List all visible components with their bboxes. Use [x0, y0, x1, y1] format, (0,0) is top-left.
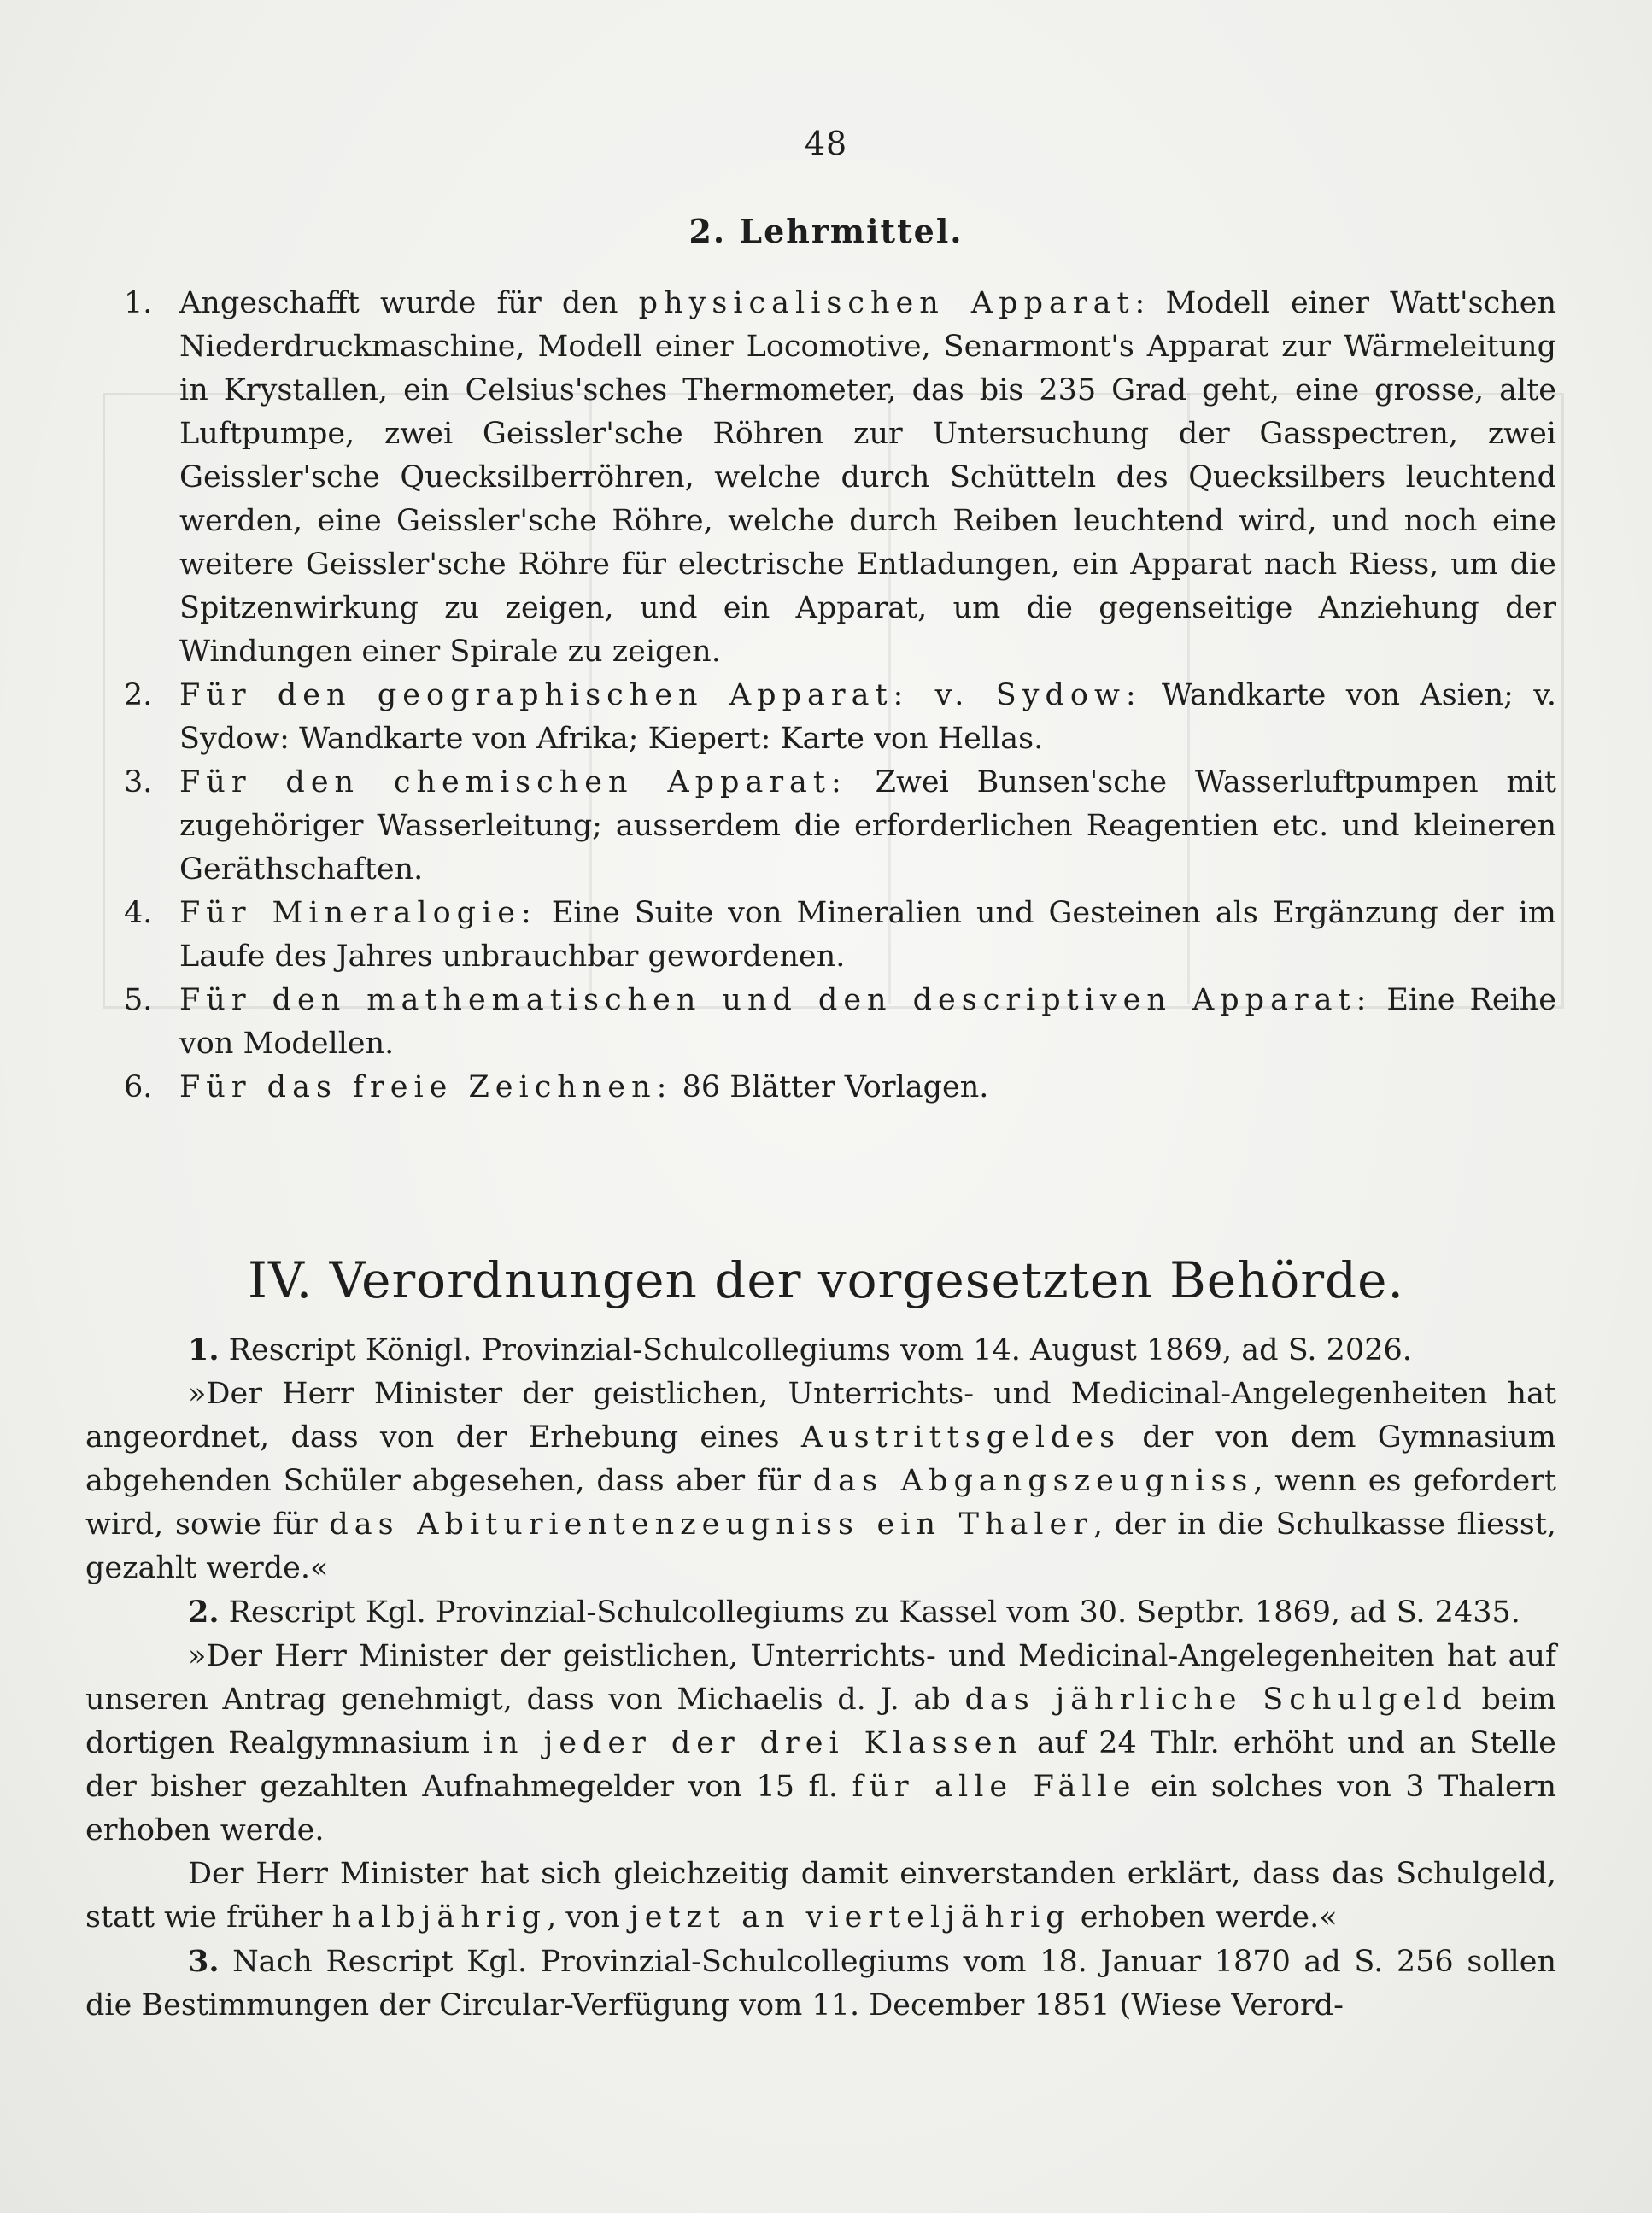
- quote-text: »Der Herr Minister der geistlichen, Unterrichts- und Medicinal-Angelegenheiten hat angeordnet, dass von der Erhebung eines: [85, 1377, 1556, 1455]
- rescript-number: 2.: [188, 1595, 220, 1630]
- rescript-text: Nach Rescript Kgl. Provinzial-Schulcollegiums vom 18. Januar 1870 ad S. 256 sollen die Bestimmungen der Circular-Verfügung vom 11. December 1851 (Wiese Verord-: [85, 1945, 1556, 2023]
- list-item: [85, 892, 1556, 979]
- item-number: 6.: [124, 1070, 153, 1104]
- verordnungen-body: [85, 1328, 1556, 2028]
- rescript-3-title: [85, 1940, 1556, 2028]
- item-spaced-term: Für den geographischen Apparat: v. Sydow:: [179, 678, 1142, 712]
- quote-text: beim dortigen Realgymnasium: [85, 1683, 1556, 1760]
- rescript-1-quote: [85, 1373, 1556, 1590]
- quote-text: , wenn es gefordert wird, sowie für: [85, 1464, 1556, 1542]
- list-item: [85, 979, 1556, 1066]
- item-number: 5.: [124, 983, 153, 1017]
- rescript-text: Rescript Kgl. Provinzial-Schulcollegiums zu Kassel vom 30. Septbr. 1869, ad S. 2435.: [219, 1595, 1520, 1630]
- item-text: : Modell einer Watt'schen Niederdruckmaschine, Modell einer Locomotive, Senarmont's Apparat zur Wärmeleitung in Krystallen, ein Celsius'sches Thermometer, das bis 235 Grad geht, eine grosse, alte Luftpumpe, zwei Geissler'sche Röhren zur Untersuchung der Gasspectren, zwei Geissler'sche Quecksilberröhren, welche durch Schütteln des Quecksilbers leuchtend werden, eine Geissler'sche Röhre, welche durch Reiben leuchtend wird, und noch eine weitere Geissler'sche Röhre für electrische Entladungen, ein Apparat nach Riess, um die Spitzenwirkung zu zeigen, und ein Apparat, um die gegenseitige Anziehung der Windungen einer Spirale zu zeigen.: [179, 286, 1556, 669]
- quote-text: Der Herr Minister hat sich gleichzeitig damit einverstanden erklärt, dass das Schulgeld, statt wie früher: [85, 1857, 1556, 1935]
- rescript-number: 1.: [188, 1332, 220, 1367]
- rescript-1-title: [85, 1328, 1556, 1373]
- list-item: [85, 761, 1556, 892]
- item-text: Wandkarte von Asien; v. Sydow: Wandkarte von Afrika; Kiepert: Karte von Hellas.: [179, 678, 1556, 756]
- item-number: 2.: [124, 678, 153, 712]
- rescript-text: Rescript Königl. Provinzial-Schulcollegiums vom 14. August 1869, ad S. 2026.: [219, 1333, 1412, 1367]
- item-spaced-term: Für den mathematischen und den descriptiven Apparat:: [179, 983, 1373, 1017]
- item-number: 3.: [124, 765, 153, 799]
- quote-text: ein solches von 3 Thalern erhoben werde.: [85, 1770, 1556, 1847]
- quote-spaced-term: jetzt an vierteljährig: [629, 1900, 1071, 1935]
- quote-text: auf 24 Thlr. erhöht und an Stelle der bisher gezahlten Aufnahmegelder von 15 fl.: [85, 1726, 1556, 1804]
- item-spaced-term: physicalischen Apparat: [638, 286, 1135, 320]
- item-spaced-term: Für das freie Zeichnen:: [179, 1070, 673, 1104]
- item-text: Eine Reihe von Modellen.: [179, 983, 1556, 1061]
- lehrmittel-list: [85, 282, 1556, 1109]
- quote-spaced-term: das Abgangszeugniss: [812, 1464, 1254, 1498]
- rescript-number: 3.: [188, 1944, 220, 1979]
- list-item: [85, 282, 1556, 674]
- item-lead: Angeschafft wurde für den: [179, 286, 639, 320]
- item-text: 86 Blätter Vorlagen.: [672, 1070, 989, 1104]
- item-spaced-term: Für Mineralogie:: [179, 896, 537, 930]
- quote-text: , von: [547, 1900, 630, 1935]
- item-text: Zwei Bunsen'sche Wasserluftpumpen mit zugehöriger Wasserleitung; ausserdem die erforderlichen Reagentien etc. und kleineren Geräthschaften.: [179, 765, 1556, 887]
- section-heading-lehrmittel: 2. Lehrmittel.: [688, 212, 964, 250]
- quote-text: »Der Herr Minister der geistlichen, Unterrichts- und Medicinal-Angelegenheiten hat auf unseren Antrag genehmigt, dass von Michaelis d. J. ab: [85, 1639, 1556, 1717]
- list-item: [85, 674, 1556, 761]
- quote-text: , der in die Schulkasse fliesst, gezahlt werde.«: [85, 1508, 1557, 1585]
- quote-spaced-term: halbjährig: [331, 1900, 548, 1935]
- item-number: 1.: [124, 286, 153, 320]
- item-text: Eine Suite von Mineralien und Gesteinen als Ergänzung der im Laufe des Jahres unbrauchbar gewordenen.: [179, 896, 1556, 974]
- section-heading-verordnungen: IV. Verordnungen der vorgesetzten Behörde.: [248, 1251, 1404, 1309]
- quote-text: erhoben werde.«: [1070, 1900, 1338, 1935]
- rescript-2-quote-continued: [85, 1853, 1556, 1940]
- page-number: 48: [804, 125, 848, 162]
- quote-spaced-term: das Abiturientenzeugniss ein Thaler: [329, 1508, 1094, 1542]
- list-item: [85, 1066, 1556, 1109]
- quote-spaced-term: in jeder der drei Klassen: [483, 1726, 1023, 1760]
- rescript-2-title: [85, 1590, 1556, 1635]
- item-number: 4.: [124, 896, 153, 930]
- item-spaced-term: Für den chemischen Apparat:: [179, 765, 847, 799]
- quote-spaced-term: Austrittsgeldes: [800, 1420, 1122, 1455]
- quote-text: der von dem Gymnasium abgehenden Schüler abgesehen, dass aber für: [85, 1420, 1556, 1498]
- quote-spaced-term: das jährliche Schulgeld: [964, 1683, 1467, 1717]
- quote-spaced-term: für alle Fälle: [852, 1770, 1137, 1804]
- rescript-2-quote: [85, 1635, 1556, 1853]
